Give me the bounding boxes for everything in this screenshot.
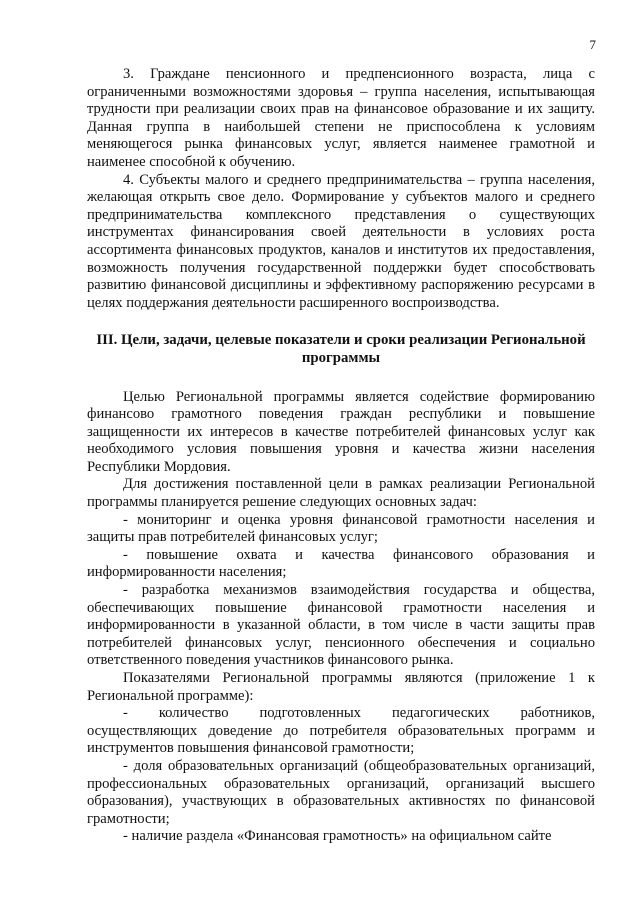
section-heading: III. Цели, задачи, целевые показатели и сроки реализации Региональной программы (96, 332, 586, 366)
paragraph-pensioners: 3. Граждане пенсионного и предпенсионного возраста, лица с ограниченными возможностями здоровья – группа населения, испытывающая трудности при реализации своих прав на финансовое образование и их защиту. Данная группа в наибольшей степени не приспособлена к условиям меняющегося рынка финансовых услуг, является наименее грамотной и наименее способной к обучению. (87, 66, 595, 170)
paragraph-tasks-intro: Для достижения поставленной цели в рамках реализации Региональной программы планируется решение следующих основных задач: (87, 476, 595, 511)
document-body (87, 66, 595, 846)
list-item-organizations: - доля образовательных организаций (общеобразовательных организаций, профессиональных образовательных организаций, организаций высшего образования), участвующих в образовательных активностях по финансовой грамотности; (87, 757, 595, 827)
paragraph-goal: Целью Региональной программы является содействие формированию финансово грамотного поведения граждан республики и повышение защищенности их интересов в качестве потребителей финансовых услуг как необходимого условия повышения уровня и качества жизни населения Республики Мордовия. (87, 388, 595, 475)
paragraph-indicators-intro: Показателями Региональной программы являются (приложение 1 к Региональной программе): (87, 670, 595, 704)
list-item-monitoring: - мониторинг и оценка уровня финансовой грамотности населения и защиты прав потребителей финансовых услуг; (87, 511, 595, 546)
page-number: 7 (589, 37, 596, 52)
list-item-coverage: - повышение охвата и качества финансового образования и информированности населения; (87, 546, 595, 581)
paragraph-small-business: 4. Субъекты малого и среднего предпринимательства – группа населения, желающая открыть свое дело. Формирование у субъектов малого и среднего предпринимательства комплексного представления о существующих инструментах финансирования своей деятельности в условиях роста ассортимента финансовых продуктов, каналов и институтов их предоставления, возможность получения государственной поддержки будет способствовать развитию финансовой дисциплины и эффективному распоряжению ресурсами в целях поддержания деятельности расширенного воспроизводства. (87, 171, 595, 311)
list-item-teachers: - количество подготовленных педагогических работников, осуществляющих доведение до потребителя образовательных программ и инструментов повышения финансовой грамотности; (87, 705, 595, 757)
list-item-website: - наличие раздела «Финансовая грамотность» на официальном сайте (123, 828, 552, 845)
list-item-mechanisms: - разработка механизмов взаимодействия государства и общества, обеспечивающих повышение финансовой грамотности населения и информированности в указанной области, в том числе в части защиты прав потребителей финансовых услуг, пенсионного обеспечения и социально ответственного поведения участников финансового рынка. (87, 582, 595, 669)
